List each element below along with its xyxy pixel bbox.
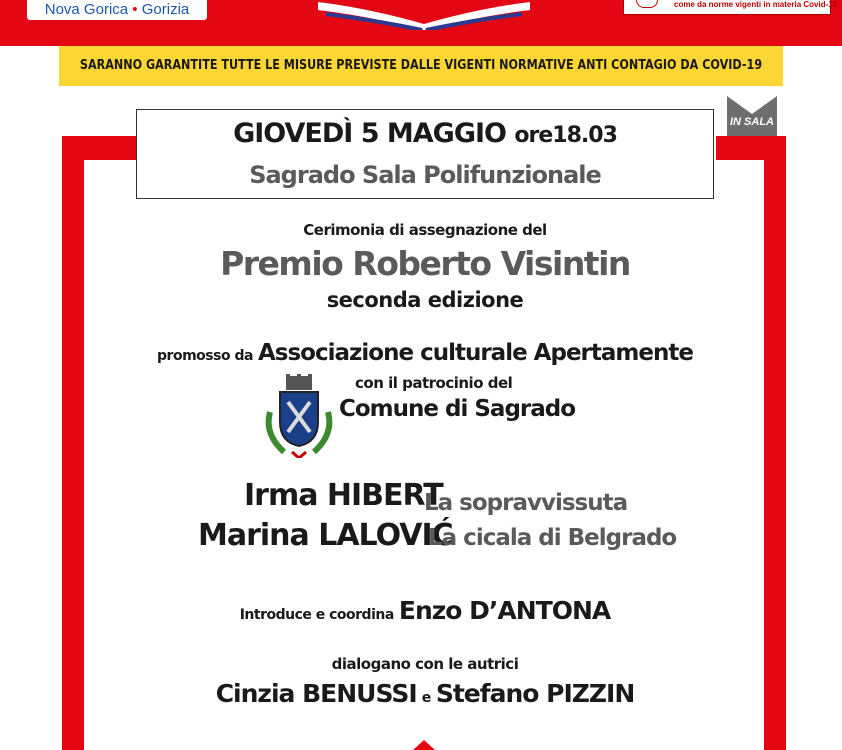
event-date: GIOVEDÌ 5 MAGGIO	[233, 118, 506, 149]
moderator-label: Introduce e coordina	[239, 607, 394, 623]
moderator-line	[136, 596, 714, 625]
open-book-logo-left	[318, 0, 424, 30]
promotion-label: promosso da	[157, 348, 253, 364]
event-venue: Sagrado Sala Polifunzionale	[249, 161, 601, 189]
covid-notice-text: come da norme vigenti in materia Covid-19	[674, 0, 838, 9]
author-1-book: La sopravvissuta	[424, 490, 628, 516]
frame-right-inner	[720, 160, 764, 750]
location-label	[27, 0, 207, 20]
event-time: ore18.03	[514, 123, 617, 148]
ceremony-intro: Cerimonia di assegnazione del	[303, 221, 547, 239]
prize-edition: seconda edizione	[326, 288, 524, 312]
dialogue-names	[136, 679, 714, 708]
author-1-name: Irma HIBERT	[244, 478, 443, 513]
author-2-name: Marina LALOVIĆ	[198, 518, 453, 553]
promotion-line	[136, 340, 714, 366]
event-date-line	[136, 114, 714, 156]
location-separator: •	[132, 1, 138, 18]
frame-top-left	[62, 136, 138, 160]
moderator-name: Enzo D’ANTONA	[398, 596, 611, 625]
sagrado-coat-of-arms-icon	[262, 372, 336, 458]
dialogue-person-1: Cinzia BENUSSI	[215, 679, 417, 708]
municipality-name: Comune di Sagrado	[339, 396, 576, 422]
location-nova-gorica: Nova Gorica	[44, 1, 129, 18]
dialogue-person-2: Stefano PIZZIN	[435, 679, 635, 708]
open-book-logo-right	[424, 0, 530, 30]
promotion-organizer: Associazione culturale Apertamente	[258, 340, 693, 366]
patronage-label: con il patrocinio del	[355, 374, 513, 392]
dialogue-conjunction: e	[421, 690, 431, 706]
in-sala-tag-text: IN SALA	[730, 116, 774, 128]
dialogue-label: dialogano con le autrici	[331, 655, 519, 673]
bottom-diamond-icon	[413, 740, 435, 750]
covid-banner: SARANNO GARANTITE TUTTE LE MISURE PREVISTE DALLE VIGENTI NORMATIVE ANTI CONTAGIO DA COVID-19	[59, 46, 783, 86]
frame-left-inner	[84, 160, 106, 750]
location-gorizia: Gorizia	[141, 1, 190, 18]
author-2-book: La cicala di Belgrado	[428, 525, 677, 551]
frame-top-right	[716, 136, 786, 160]
prize-title: Premio Roberto Visintin	[220, 244, 630, 283]
